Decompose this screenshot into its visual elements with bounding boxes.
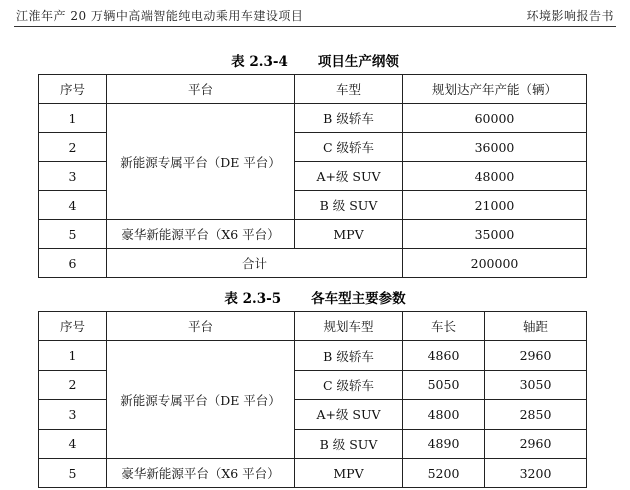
cell-no: 4 — [39, 191, 107, 220]
cell-no: 5 — [39, 220, 107, 249]
header-cell-platform: 平台 — [107, 312, 295, 341]
cell-wheelbase: 2960 — [485, 429, 587, 458]
table1-caption-title: 项目生产纲领 — [317, 54, 399, 70]
table-header-row — [39, 75, 587, 104]
cell-no: 1 — [39, 341, 107, 370]
header-cell-capacity: 规划达产年产能（辆） — [403, 75, 587, 104]
cell-capacity: 36000 — [403, 133, 587, 162]
cell-length: 5200 — [403, 458, 485, 487]
cell-no: 2 — [39, 133, 107, 162]
cell-length: 4800 — [403, 400, 485, 429]
header-cell-length: 车长 — [403, 312, 485, 341]
cell-model: MPV — [295, 220, 403, 249]
table-row — [39, 104, 587, 133]
cell-model: C 级轿车 — [295, 370, 403, 399]
cell-platform: 新能源专属平台（DE 平台） — [107, 104, 295, 220]
cell-length: 5050 — [403, 370, 485, 399]
cell-model: B 级轿车 — [295, 104, 403, 133]
cell-no: 2 — [39, 370, 107, 399]
header-cell-no: 序号 — [39, 75, 107, 104]
cell-no: 5 — [39, 458, 107, 487]
table-row — [39, 458, 587, 487]
cell-platform: 豪华新能源平台（X6 平台） — [107, 458, 295, 487]
cell-no: 3 — [39, 400, 107, 429]
cell-capacity: 60000 — [403, 104, 587, 133]
cell-model: A+级 SUV — [295, 400, 403, 429]
cell-model: B 级 SUV — [295, 429, 403, 458]
vehicle-parameters-table — [38, 311, 587, 488]
production-capacity-table — [38, 74, 587, 278]
table1-caption — [0, 50, 630, 70]
cell-no: 3 — [39, 162, 107, 191]
cell-capacity: 48000 — [403, 162, 587, 191]
table2-caption-number: 表 2.3-5 — [224, 291, 282, 307]
table2-caption — [0, 287, 630, 307]
table-row — [39, 220, 587, 249]
cell-model: C 级轿车 — [295, 133, 403, 162]
cell-no: 4 — [39, 429, 107, 458]
cell-wheelbase: 3200 — [485, 458, 587, 487]
cell-length: 4860 — [403, 341, 485, 370]
table2-caption-title: 各车型主要参数 — [311, 291, 406, 307]
cell-no: 6 — [39, 249, 107, 278]
cell-model: B 级 SUV — [295, 191, 403, 220]
table1-caption-number: 表 2.3-4 — [231, 54, 288, 70]
cell-capacity: 21000 — [403, 191, 587, 220]
cell-wheelbase: 3050 — [485, 370, 587, 399]
cell-total-label: 合计 — [107, 249, 403, 278]
header-cell-model: 车型 — [295, 75, 403, 104]
page-header — [14, 4, 616, 27]
header-cell-wheelbase: 轴距 — [485, 312, 587, 341]
cell-model: A+级 SUV — [295, 162, 403, 191]
cell-total-capacity: 200000 — [403, 249, 587, 278]
cell-model: B 级轿车 — [295, 341, 403, 370]
cell-wheelbase: 2960 — [485, 341, 587, 370]
table-row — [39, 341, 587, 370]
cell-wheelbase: 2850 — [485, 400, 587, 429]
header-cell-no: 序号 — [39, 312, 107, 341]
table-total-row — [39, 249, 587, 278]
header-report-title: 环境影响报告书 — [526, 9, 614, 23]
table-header-row — [39, 312, 587, 341]
cell-model: MPV — [295, 458, 403, 487]
header-project-title: 江淮年产 20 万辆中高端智能纯电动乘用车建设项目 — [16, 9, 304, 23]
cell-platform: 新能源专属平台（DE 平台） — [107, 341, 295, 459]
cell-capacity: 35000 — [403, 220, 587, 249]
cell-length: 4890 — [403, 429, 485, 458]
header-cell-model: 规划车型 — [295, 312, 403, 341]
header-cell-platform: 平台 — [107, 75, 295, 104]
cell-no: 1 — [39, 104, 107, 133]
cell-platform: 豪华新能源平台（X6 平台） — [107, 220, 295, 249]
